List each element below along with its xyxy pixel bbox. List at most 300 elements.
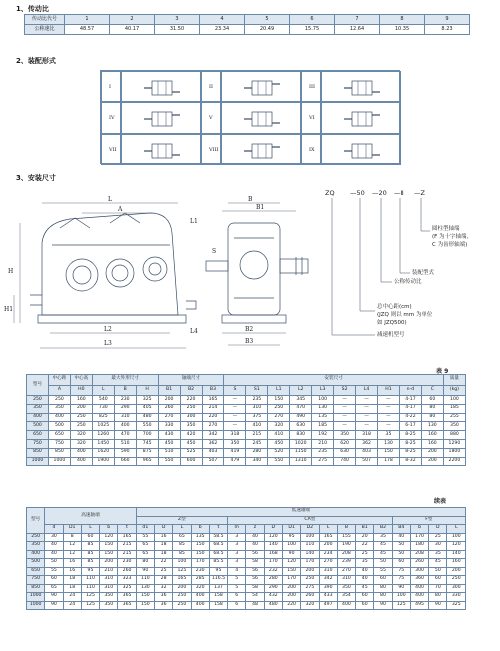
table-cell: 58 [246, 559, 264, 568]
label-L3: L3 [104, 340, 112, 347]
table-cell: — [378, 396, 400, 405]
continued-field-cell: L [319, 525, 337, 534]
table-cell: 40 [246, 533, 264, 542]
table-row [27, 601, 466, 610]
table-cell: 100 [392, 593, 410, 602]
table-cell: 220 [202, 413, 224, 422]
table-cell: 750 [48, 439, 70, 448]
table-cell: 12 [63, 550, 81, 559]
code-center: —50 [350, 189, 365, 197]
ratio-cell: 12.64 [335, 25, 380, 35]
table-cell: 130 [136, 584, 154, 593]
table-cell: 120 [447, 542, 466, 551]
table-cell: 350 [48, 404, 70, 413]
table-cell: 405 [136, 404, 158, 413]
table-cell: 1150 [290, 448, 312, 457]
table-cell: 275 [312, 457, 334, 466]
table-cell: 497 [319, 601, 337, 610]
note-unit: (JZQ 则以 mm 为单位 [377, 312, 433, 318]
table-cell: 80 [374, 593, 392, 602]
table-cell: 90 [429, 601, 447, 610]
table-cell: 330 [158, 422, 180, 431]
table-cell: 200 [282, 593, 300, 602]
table-cell: 60 [392, 559, 410, 568]
table-cell: 20 [356, 533, 374, 542]
table-cell: 650 [27, 567, 45, 576]
installation-drawing [0, 183, 500, 373]
table-cell: 215 [118, 550, 136, 559]
continued-header-cell: 高速轴端 [45, 508, 136, 525]
table-cell: — [334, 422, 356, 431]
continued-subheader-cell: Z型 [136, 516, 227, 525]
assembly-label-cell [301, 71, 321, 102]
table9-header-row [27, 375, 466, 386]
table-cell: 510 [158, 448, 180, 457]
table-cell: 45 [374, 550, 392, 559]
table-cell: — [378, 413, 400, 422]
table-row [27, 448, 466, 457]
table-cell: 185 [312, 422, 334, 431]
table-cell: 65 [136, 550, 154, 559]
table-cell: 310 [337, 576, 355, 585]
ratio-cell: 4 [200, 15, 245, 25]
assembly-label: V [209, 115, 213, 122]
table-cell: 36 [154, 601, 172, 610]
ratio-cell: 20.49 [245, 25, 290, 35]
table-cell: 8-25 [399, 448, 421, 457]
assembly-symbol-cell [121, 102, 201, 133]
table-cell: 495 [410, 601, 428, 610]
assembly-label-cell [101, 71, 121, 102]
table-cell: — [378, 422, 400, 431]
assembly-label-cell [201, 134, 221, 165]
table-cell: 260 [301, 593, 319, 602]
table-cell: 620 [334, 439, 356, 448]
assembly-label: IV [109, 115, 115, 122]
table-cell: 140 [447, 550, 466, 559]
continued-field-cell: t [118, 525, 136, 534]
table-cell: 40 [392, 533, 410, 542]
gear-schematic-icon [142, 138, 182, 164]
table-cell: 250 [27, 533, 45, 542]
table-cell: 56 [246, 576, 264, 585]
table-cell: 323 [118, 576, 136, 585]
table-cell: 320 [268, 422, 290, 431]
continued-field-cell: D [264, 525, 282, 534]
table-cell: 650 [27, 431, 49, 440]
table-cell: 180 [410, 542, 428, 551]
table-cell: 365 [118, 601, 136, 610]
ratio-cell: 2 [110, 15, 155, 25]
table-cell: 55 [374, 567, 392, 576]
table-cell: 200 [319, 542, 337, 551]
code-assembly: —Ⅱ [394, 189, 404, 197]
table9-subheader-cell: H0 [70, 385, 92, 396]
table-cell: 80 [374, 584, 392, 593]
table-cell: 160 [421, 431, 443, 440]
note-example: 如 JZQ500) [377, 320, 407, 326]
table-cell: 342 [319, 576, 337, 585]
table-cell: 875 [136, 448, 158, 457]
table-cell: 403 [356, 448, 378, 457]
table-cell: 45 [356, 584, 374, 593]
gear-schematic-icon [142, 75, 182, 101]
table-cell: 320 [301, 601, 319, 610]
ratio-table [24, 14, 470, 35]
table-cell: 200 [70, 404, 92, 413]
table-cell: 125 [173, 567, 191, 576]
table-cell: 185 [443, 404, 465, 413]
table-cell: 4-22 [399, 413, 421, 422]
continued-field-row [27, 525, 466, 534]
table-cell: 550 [268, 457, 290, 466]
table9-subheader-cell: L [92, 385, 114, 396]
assembly-label: IX [309, 146, 315, 153]
label-L2: L2 [104, 326, 112, 333]
table-cell: 160 [70, 396, 92, 405]
table-cell: 30 [429, 542, 447, 551]
label-H: H [8, 268, 14, 275]
table-cell: 116.5 [209, 576, 227, 585]
table-cell: 730 [92, 404, 114, 413]
table-cell: 110 [81, 576, 99, 585]
table-cell: 50 [374, 559, 392, 568]
table-cell: 750 [27, 576, 45, 585]
label-L4: L4 [190, 328, 198, 335]
table-cell: 200 [100, 559, 118, 568]
table9-header-cell: 最大外形尺寸 [92, 375, 158, 386]
table9-subheader-cell: B2 [180, 385, 202, 396]
section1-title: 1、传动比 [16, 5, 49, 13]
table-cell: 325 [136, 396, 158, 405]
table-cell: 165 [202, 396, 224, 405]
table-cell: 325 [447, 601, 466, 610]
table-cell: 507 [356, 457, 378, 466]
table-cell: 5 [228, 576, 246, 585]
table-cell: 400 [191, 593, 209, 602]
table-cell: — [356, 413, 378, 422]
table-cell: — [334, 413, 356, 422]
table-cell: 235 [246, 396, 268, 405]
table-cell: 540 [92, 396, 114, 405]
ratio-cell: 40.17 [110, 25, 155, 35]
table-cell: 125 [392, 601, 410, 610]
gear-schematic-icon [342, 106, 382, 132]
table-cell: 135 [312, 413, 334, 422]
table-cell: 234 [319, 550, 337, 559]
table-cell: 35 [378, 431, 400, 440]
table-cell: 158 [209, 593, 227, 602]
label-H1: H1 [4, 306, 14, 313]
continued-field-cell: B [337, 525, 355, 534]
table-cell: 18 [63, 584, 81, 593]
label-B3: B3 [245, 338, 254, 345]
ratio-row-label: 传动比代号 [25, 15, 65, 25]
table-cell: 450 [268, 439, 290, 448]
table-cell: 1020 [290, 439, 312, 448]
table9-subheader-row [27, 385, 466, 396]
table-cell: 300 [447, 584, 466, 593]
table-cell: 500 [27, 559, 45, 568]
table-cell: 280 [264, 576, 282, 585]
table-cell: 120 [100, 533, 118, 542]
table9-header-cell: 中心距 [48, 375, 70, 386]
table9-subheader-cell: S1 [246, 385, 268, 396]
table-cell: 165 [173, 576, 191, 585]
table-cell: 410 [246, 422, 268, 431]
table-cell: 8-32 [399, 457, 421, 466]
table-cell: 340 [246, 457, 268, 466]
continued-field-cell: L [81, 525, 99, 534]
table-cell: 150 [100, 550, 118, 559]
label-B2: B2 [245, 326, 254, 333]
gear-schematic-icon [242, 106, 282, 132]
table-cell: 65 [45, 584, 63, 593]
ratio-cell: 3 [155, 15, 200, 25]
table-cell: 507 [202, 457, 224, 466]
table-cell: 22 [356, 542, 374, 551]
table-cell: 350 [443, 422, 465, 431]
table-cell: 85 [173, 550, 191, 559]
table-cell: 60 [356, 601, 374, 610]
table-cell: 90 [45, 601, 63, 610]
table-cell: — [224, 404, 246, 413]
ratio-row [25, 15, 470, 25]
continued-field-cell: D1 [63, 525, 81, 534]
table-cell: 60 [421, 396, 443, 405]
table-cell: 320 [70, 431, 92, 440]
table-cell: 390 [319, 584, 337, 593]
gear-schematic-icon [242, 138, 282, 164]
note-model: 减速机型号 [377, 332, 405, 338]
table-cell: 60 [81, 533, 99, 542]
table-cell: 245 [246, 439, 268, 448]
table-cell: 200 [282, 584, 300, 593]
table-cell: 250 [27, 396, 49, 405]
table-cell: 660 [114, 457, 136, 466]
table-cell: 260 [118, 567, 136, 576]
table-cell: 270 [268, 413, 290, 422]
table-cell: 30 [45, 533, 63, 542]
table-row [27, 550, 466, 559]
table-cell: 25 [429, 533, 447, 542]
table-cell: 18 [63, 576, 81, 585]
table-cell: 232 [264, 567, 282, 576]
table-cell: 208 [410, 550, 428, 559]
assembly-symbol-cell [121, 71, 201, 102]
table-cell: 400 [70, 448, 92, 457]
ratio-cell: 5 [245, 15, 290, 25]
table-cell: 403 [202, 448, 224, 457]
table-cell: 310 [319, 567, 337, 576]
table-cell: 150 [136, 601, 154, 610]
table-cell: 45 [429, 559, 447, 568]
continued-subheader-cell: F型 [392, 516, 465, 525]
assembly-label: VII [109, 146, 117, 153]
table-cell: 250 [70, 413, 92, 422]
table-cell: 100 [173, 559, 191, 568]
table-cell: 350 [224, 439, 246, 448]
table-cell: 1900 [92, 457, 114, 466]
continued-field-cell: D1 [282, 525, 300, 534]
table-cell: 6 [228, 601, 246, 610]
table-cell: 160 [447, 559, 466, 568]
continued-field-cell: B4 [392, 525, 410, 534]
table-cell: 150 [100, 542, 118, 551]
table-cell: 400 [191, 601, 209, 610]
table-cell: 430 [158, 431, 180, 440]
table-cell: — [224, 422, 246, 431]
table-cell: 125 [81, 601, 99, 610]
table-cell: 80 [136, 559, 154, 568]
label-A: A [118, 206, 123, 213]
table-cell: 420 [180, 431, 202, 440]
table-cell: 85 [81, 550, 99, 559]
continued-field-cell: D [429, 525, 447, 534]
table-cell: 8 [63, 533, 81, 542]
table-cell: 95 [282, 533, 300, 542]
table-cell: 480 [136, 413, 158, 422]
table-cell: 68.5 [209, 550, 227, 559]
table-cell: 75 [392, 567, 410, 576]
table-row [27, 457, 466, 466]
table-row [27, 413, 466, 422]
section2-title: 2、装配形式 [16, 57, 56, 65]
table-cell: 400 [27, 413, 49, 422]
table-cell: 50 [392, 550, 410, 559]
table-cell: 630 [290, 422, 312, 431]
table9-subheader-cell: B1 [158, 385, 180, 396]
table-cell: 120 [264, 533, 282, 542]
continued-field-cell: L [447, 525, 466, 534]
table-cell: 80 [421, 413, 443, 422]
continued-field-cell: B1 [356, 525, 374, 534]
table-cell: 4-17 [399, 396, 421, 405]
table-cell: 48 [246, 601, 264, 610]
table-cell: 325 [118, 584, 136, 593]
table-cell: 850 [48, 448, 70, 457]
table-cell: 170 [264, 559, 282, 568]
table-cell: 6 [228, 593, 246, 602]
table-cell: 400 [27, 550, 45, 559]
assembly-symbol-cell [221, 134, 301, 165]
table9-subheader-cell: S [224, 385, 246, 396]
table-cell: — [224, 396, 246, 405]
code-ratio: —20 [372, 189, 387, 197]
table-cell: 220 [180, 396, 202, 405]
table-row [27, 576, 466, 585]
table9-subheader-cell: L2 [290, 385, 312, 396]
table-cell: 350 [100, 601, 118, 610]
continued-caption: 续表 [434, 498, 447, 505]
table-cell: 40 [45, 550, 63, 559]
table-cell: 68.5 [209, 542, 227, 551]
table-cell: 90 [282, 550, 300, 559]
table-cell: 55 [45, 567, 63, 576]
table-cell: 85 [81, 542, 99, 551]
ratio-row [25, 25, 470, 35]
table-cell: 100 [282, 542, 300, 551]
table9-subheader-cell: B [114, 385, 136, 396]
table-cell: 22 [154, 559, 172, 568]
table-cell: 200 [173, 584, 191, 593]
table-cell: 525 [180, 448, 202, 457]
table-cell: 375 [246, 413, 268, 422]
assembly-symbol-cell [121, 134, 201, 165]
table-cell: 214 [202, 404, 224, 413]
table-cell: 85 [81, 559, 99, 568]
table-cell: 400 [410, 593, 428, 602]
note-shaft-type: 圆柱型轴端 [432, 226, 460, 232]
table-cell: 190 [337, 542, 355, 551]
ratio-cell: 1 [65, 15, 110, 25]
table-cell: 1025 [92, 422, 114, 431]
table9-header-cell: 型号 [27, 375, 49, 396]
table-cell: 100 [443, 396, 465, 405]
label-B1: B1 [256, 204, 265, 211]
label-L: L [108, 196, 112, 203]
continued-field-cell: t [209, 525, 227, 534]
table-cell: 16 [63, 559, 81, 568]
code-series: ZQ [325, 189, 335, 197]
table-cell: 433 [319, 593, 337, 602]
ratio-cell: 48.57 [65, 25, 110, 35]
table-cell: 350 [27, 404, 49, 413]
table-cell: 310 [246, 404, 268, 413]
gear-schematic-icon [242, 75, 282, 101]
continued-field-cell: D [154, 525, 172, 534]
ratio-row-label: 公称速比 [25, 25, 65, 35]
table-cell: 362 [356, 439, 378, 448]
assembly-symbol-cell [321, 102, 401, 133]
table-cell: 24 [63, 593, 81, 602]
ratio-cell: 6 [290, 15, 335, 25]
table-cell: 1800 [443, 448, 465, 457]
table-cell: 750 [27, 439, 49, 448]
assembly-label-cell [301, 134, 321, 165]
table-cell: 215 [246, 431, 268, 440]
table-cell: 230 [118, 559, 136, 568]
table-cell: 480 [264, 601, 282, 610]
ratio-cell: 9 [425, 15, 470, 25]
assembly-label-cell [201, 102, 221, 133]
table-cell: 310 [100, 584, 118, 593]
table-cell: 40 [45, 542, 63, 551]
table9-subheader-cell: S2 [334, 385, 356, 396]
table-cell: 230 [191, 567, 209, 576]
table-cell: 125 [81, 593, 99, 602]
ratio-cell: 23.34 [200, 25, 245, 35]
table-cell: 90 [136, 567, 154, 576]
table-cell: 230 [114, 396, 136, 405]
section3-title: 3、安装尺寸 [16, 174, 56, 182]
table-cell: 16 [154, 533, 172, 542]
table-cell: 270 [202, 422, 224, 431]
table-cell: 170 [191, 559, 209, 568]
table-cell: 250 [173, 601, 191, 610]
table-cell: 6-17 [399, 422, 421, 431]
table-cell: 100 [301, 533, 319, 542]
table-cell: 290 [264, 584, 282, 593]
table-cell: 255 [443, 413, 465, 422]
table-cell: 400 [410, 584, 428, 593]
label-L1: L1 [190, 218, 198, 225]
note-ratio: 公称传动比 [394, 279, 422, 285]
continued-header-cell: 型号 [27, 508, 45, 534]
table9-subheader-cell: L1 [268, 385, 290, 396]
table-cell: 300 [180, 413, 202, 422]
table-cell: 178 [378, 457, 400, 466]
